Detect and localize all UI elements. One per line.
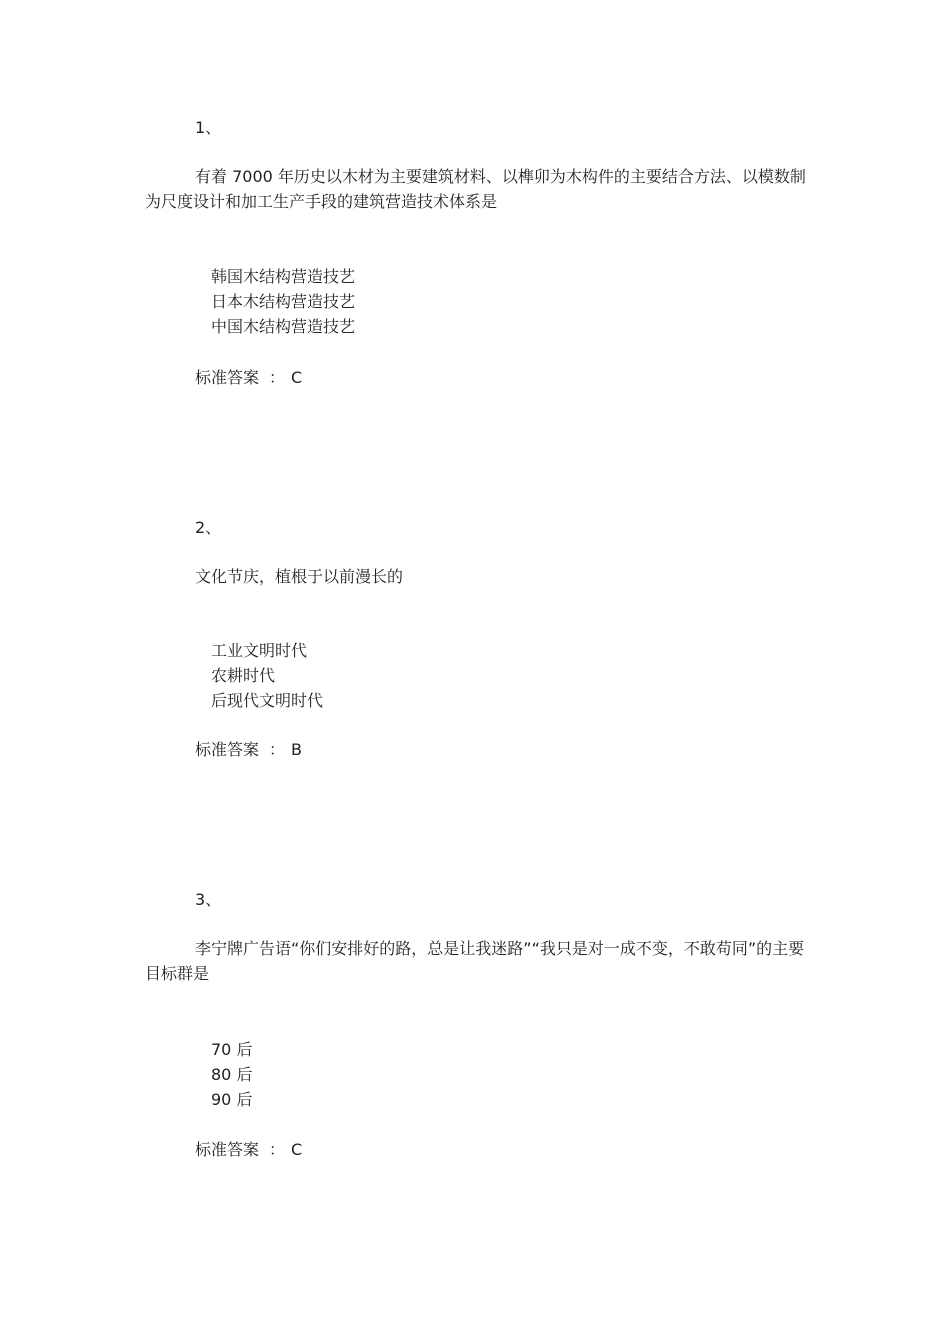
option-item: 后现代文明时代	[211, 691, 324, 710]
option-item: 80 后	[211, 1065, 253, 1084]
answer-label: 标准答案	[195, 1140, 260, 1159]
option-item: 中国木结构营造技艺	[211, 317, 356, 336]
option-list	[211, 638, 323, 713]
option-item: 日本木结构营造技艺	[211, 292, 356, 311]
answer-label: 标准答案	[195, 368, 260, 387]
question-number: 3、	[195, 890, 222, 909]
answer-separator: ：	[269, 368, 286, 387]
answer-value: C	[291, 368, 303, 387]
answer-line	[195, 740, 302, 760]
question-stem: 有着 7000 年历史以木材为主要建筑材料、以榫卯为木构件的主要结合方法、以模数制为尺度设计和加工生产手段的建筑营造技术体系是	[145, 167, 806, 211]
option-item: 农耕时代	[211, 666, 276, 685]
question-number: 1、	[195, 118, 222, 137]
question-1	[145, 118, 815, 398]
option-list	[211, 264, 355, 339]
option-item: 70 后	[211, 1040, 253, 1059]
answer-separator: ：	[269, 1140, 286, 1159]
question-stem: 文化节庆，植根于以前漫长的	[195, 567, 404, 586]
answer-value: C	[291, 1140, 303, 1159]
answer-line	[195, 1140, 302, 1160]
option-item: 工业文明时代	[211, 641, 308, 660]
question-2	[145, 518, 815, 768]
answer-label: 标准答案	[195, 740, 260, 759]
option-list	[211, 1037, 252, 1112]
question-stem: 李宁牌广告语“你们安排好的路，总是让我迷路”“我只是对一成不变，不敢苟同”的主要目标群是	[145, 939, 805, 983]
question-number: 2、	[195, 518, 222, 537]
answer-line	[195, 368, 302, 388]
answer-separator: ：	[269, 740, 286, 759]
answer-value: B	[291, 740, 303, 759]
question-3	[145, 890, 815, 1170]
option-item: 韩国木结构营造技艺	[211, 267, 356, 286]
option-item: 90 后	[211, 1090, 253, 1109]
